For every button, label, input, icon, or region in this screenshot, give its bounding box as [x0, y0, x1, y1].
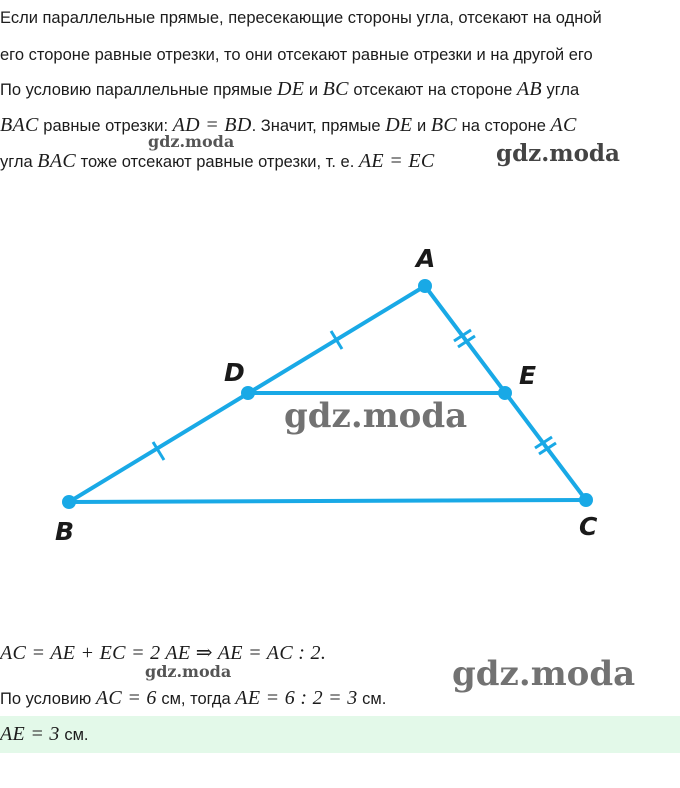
text-line-4	[0, 112, 577, 138]
text-span: угла	[541, 81, 580, 99]
side-BC	[69, 500, 586, 502]
text-span: см, тогда	[156, 690, 236, 708]
math-AB: AB	[516, 78, 542, 100]
rule-text-part-1: Если параллельные прямые, пересекающие стороны угла, отсекают на одной	[0, 9, 602, 27]
math-AE-eq-EC: AE = EC	[358, 150, 435, 172]
math-BAC: BAC	[0, 114, 39, 136]
label-A: A	[416, 244, 436, 273]
point-B	[62, 495, 76, 509]
rule-text-part-2: его стороне равные отрезки, то они отсекают равные отрезки и на другой его	[0, 46, 593, 64]
math-AE-calc: AE = 6 : 2 = 3	[235, 687, 358, 709]
calc-line	[0, 685, 386, 711]
math-AC-eq-6: AC = 6	[95, 687, 157, 709]
label-D: D	[224, 358, 245, 387]
point-A	[418, 279, 432, 293]
text-span: По условию параллельные прямые	[0, 81, 277, 99]
text-span: . Значит, прямые	[251, 117, 386, 135]
math-answer: AE = 3	[0, 723, 60, 745]
math-BAC: BAC	[37, 150, 76, 172]
label-C: C	[579, 512, 598, 541]
point-E	[498, 386, 512, 400]
math-AC: AC	[550, 114, 577, 136]
watermark: gdz.moda	[496, 140, 620, 167]
text-span: тоже отсекают равные отрезки, т. е.	[75, 153, 359, 171]
watermark: gdz.moda	[284, 396, 468, 436]
math-AD-eq-BD: AD = BD	[172, 114, 252, 136]
math-DE: DE	[385, 114, 413, 136]
watermark: gdz.moda	[145, 662, 232, 681]
label-B: B	[55, 517, 75, 546]
triangle-figure	[0, 230, 680, 560]
text-span: и	[412, 117, 431, 135]
watermark: gdz.moda	[452, 654, 636, 694]
text-span: равные отрезки:	[38, 117, 173, 135]
answer-highlight	[0, 716, 680, 753]
text-line-3	[0, 76, 579, 102]
math-BC: BC	[322, 78, 349, 100]
math-BC: BC	[430, 114, 458, 136]
answer-unit: см.	[59, 726, 89, 744]
label-E: E	[519, 361, 537, 390]
text-line-5	[0, 148, 434, 174]
math-formula: AC = AE + EC = 2 AE ⇒ AE = AC : 2.	[0, 642, 327, 664]
text-line-1	[0, 5, 602, 31]
text-span: на стороне	[457, 117, 551, 135]
text-span: см.	[357, 690, 387, 708]
answer-line	[0, 721, 89, 747]
math-DE: DE	[277, 78, 305, 100]
point-C	[579, 493, 593, 507]
watermark: gdz.moda	[148, 132, 235, 151]
text-span: отсекают на стороне	[348, 81, 517, 99]
text-span: По условию	[0, 690, 96, 708]
text-span: и	[304, 81, 323, 99]
text-span: угла	[0, 153, 38, 171]
point-D	[241, 386, 255, 400]
text-line-2	[0, 42, 593, 68]
